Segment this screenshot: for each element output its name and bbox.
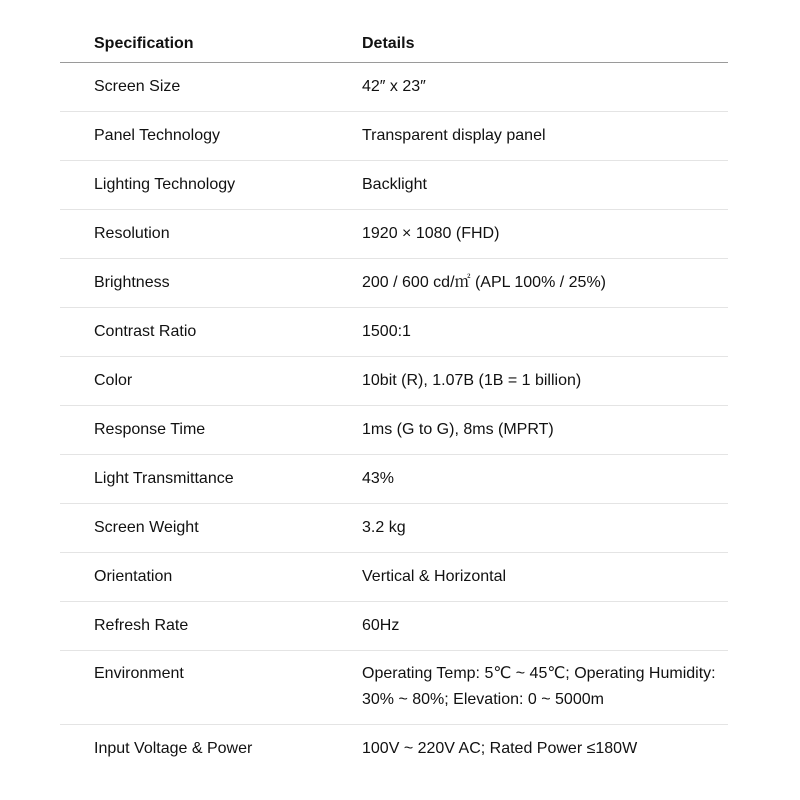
spec-detail: Backlight [362,161,728,210]
spec-detail: Vertical & Horizontal [362,553,728,602]
spec-name: Input Voltage & Power [94,740,253,757]
header-details: Details [362,26,728,63]
table-header-row [60,26,728,63]
spec-name: Contrast Ratio [60,308,362,357]
table-row [60,210,728,259]
spec-name: Refresh Rate [60,602,362,651]
spec-detail: 1ms (G to G), 8ms (MPRT) [362,406,728,455]
table-row [60,406,728,455]
spec-name: Screen Size [60,63,362,112]
table-row [60,553,728,602]
spec-name: Color [60,357,362,406]
spec-detail: 60Hz [362,602,728,651]
header-specification: Specification [60,26,362,63]
spec-detail: 10bit (R), 1.07B (1B = 1 billion) [362,357,728,406]
spec-detail: 1920 × 1080 (FHD) [362,210,728,259]
spec-detail: 42″ x 23″ [362,63,728,112]
spec-detail: 43% [362,455,728,504]
spec-name: Environment [60,651,362,725]
spec-detail: 200 / 600 cd/㎡ (APL 100% / 25%) [362,259,728,308]
spec-detail: 100V ~ 220V AC; Rated Power ≤180W [362,740,638,757]
table-row [60,455,728,504]
table-row [60,63,728,112]
spec-detail: 3.2 kg [362,504,728,553]
table-row [60,259,728,308]
table-row [60,725,728,774]
spec-name: Screen Weight [60,504,362,553]
table-row [60,504,728,553]
table-row [60,602,728,651]
spec-name: Lighting Technology [60,161,362,210]
table-row [60,651,728,725]
spec-name: Light Transmittance [60,455,362,504]
table-row [60,357,728,406]
table-row [60,308,728,357]
spec-name: Brightness [60,259,362,308]
spec-detail: Transparent display panel [362,112,728,161]
spec-detail: Operating Temp: 5℃ ~ 45℃; Operating Humidity: 30% ~ 80%; Elevation: 0 ~ 5000m [362,651,728,725]
spec-name: Resolution [60,210,362,259]
table-row [60,112,728,161]
spec-name: Panel Technology [60,112,362,161]
spec-table [60,26,728,773]
spec-name: Orientation [60,553,362,602]
spec-name: Response Time [60,406,362,455]
spec-detail: 1500:1 [362,308,728,357]
table-row [60,161,728,210]
